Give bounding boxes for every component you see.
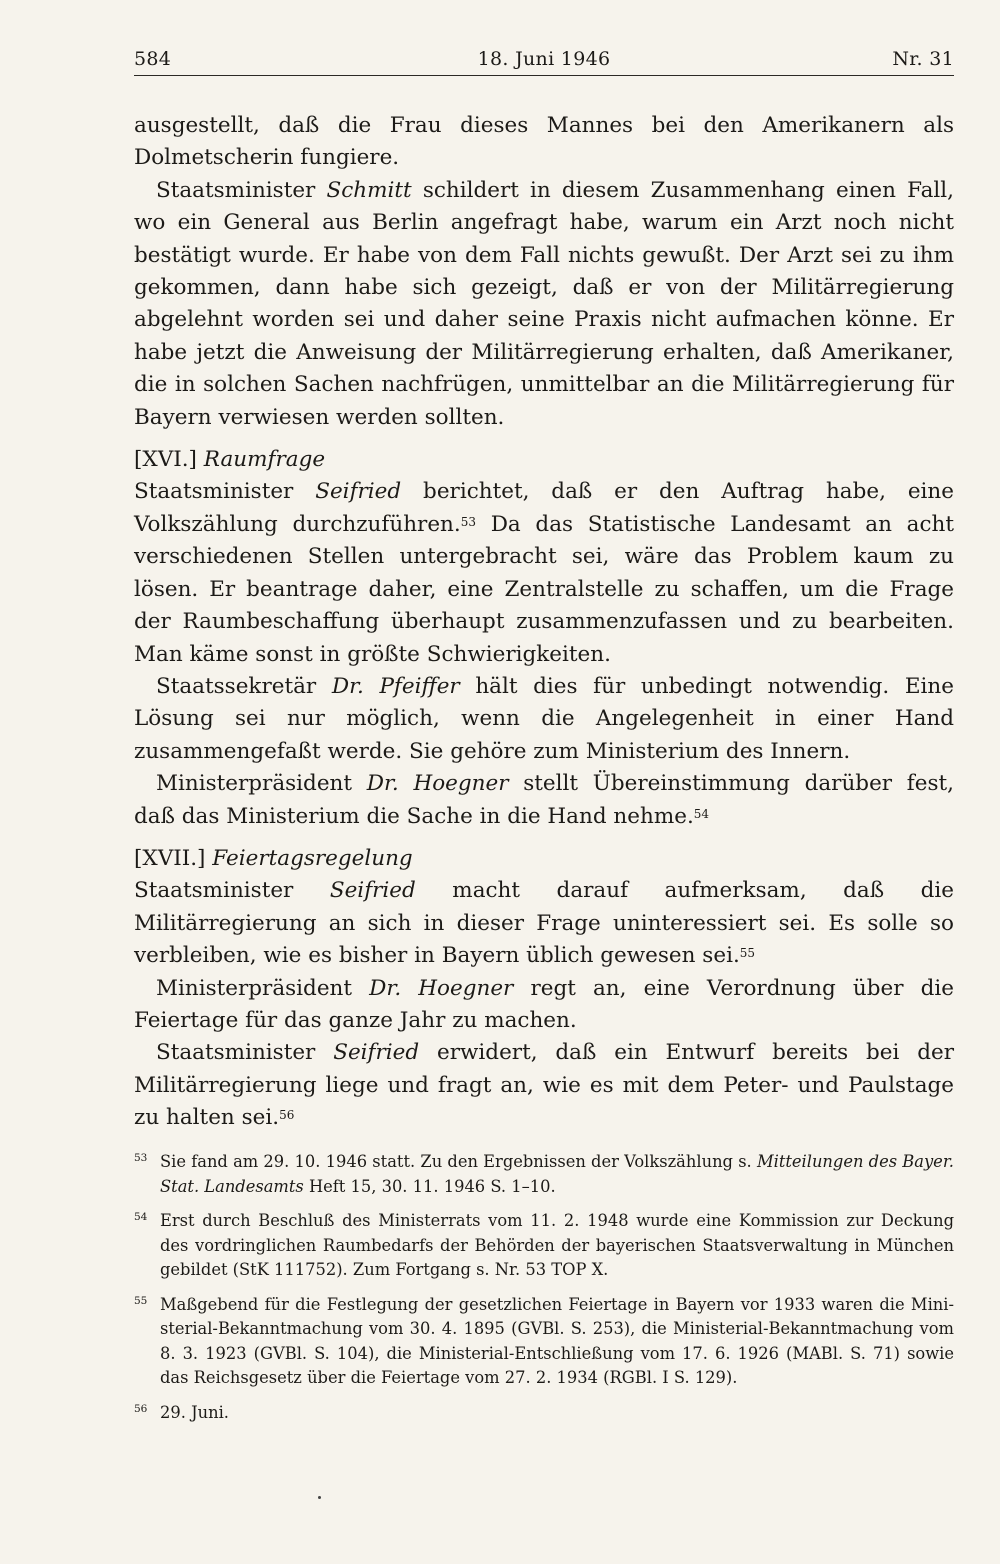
footnote-text: Sie fand am 29. 10. 1946 statt. Zu den Ergebnissen der Volkszählung s. Mitteilungen des Bayer. Stat. Landesamts Heft 15, 30. 11. 1946 S. 1–10. (160, 1152, 954, 1196)
paragraph: ausgestellt, daß die Frau dieses Mannes bei den Amerikanern als Dolmetscherin fungiere. (134, 113, 954, 171)
footnote (134, 1401, 954, 1426)
section-heading (134, 843, 954, 875)
page-number: 584 (134, 48, 172, 70)
footnote-ref: 54 (693, 806, 710, 821)
print-speck (318, 1496, 321, 1499)
paragraph: Ministerpräsident Dr. Hoegner regt an, eine Verordnung über die Feiertage für das ganze Jahr zu machen. (134, 975, 954, 1033)
speaker-name: Dr. Hoegner (366, 771, 509, 797)
speaker-name: Seifried (333, 1040, 420, 1066)
footnote-text: Maßgebend für die Festlegung der gesetzlichen Feiertage in Bayern vor 1933 waren die Ministerial-Bekanntmachung vom 30. 4. 1895 (GVBl. S. 253), die Ministerial-Bekanntmachung vom 8. 3. 1923 (GVBl. S. 104), die Ministerial-Entschließung vom 17. 6. 1926 (MABl. S. 71) sowie das Reichsgesetz über die Feiertage vom 27. 2. 1934 (RGBl. I S. 129). (160, 1294, 954, 1387)
footnote (134, 1150, 954, 1199)
footnotes (134, 1150, 954, 1435)
speaker-name: Dr. Hoegner (369, 975, 514, 1001)
paragraph: Ministerpräsident Dr. Hoegner stellt Übereinstimmung darüber fest, daß das Ministerium die Sache in die Hand nehme.$^{54}$ (134, 771, 954, 829)
footnote-number: 53 (134, 1152, 148, 1164)
paragraph: Staatsminister Seifried macht darauf aufmerksam, daß die Militärregierung an sich in dieser Frage uninteressiert sei. Es solle so verbleiben, wie es bisher in Bayern üblich gewesen sei.$^{55}$ (134, 878, 954, 969)
speaker-name: Dr. Pfeiffer (331, 673, 460, 699)
page-header-area (134, 40, 954, 76)
footnote-text: 29. Juni. (160, 1402, 229, 1422)
section-title: Feiertagsregelung (212, 845, 413, 871)
header-issue-number: Nr. 31 (892, 48, 954, 70)
speaker-name: Schmitt (326, 177, 412, 203)
running-header (134, 40, 954, 76)
speaker-name: Seifried (315, 479, 402, 505)
footnote-text: Erst durch Beschluß des Ministerrats vom 11. 2. 1948 wurde eine Kommission zur Deckung des vordringlichen Raumbedarfs der Behörden der bayerischen Staatsverwaltung in München gebildet (StK 111752). Zum Fortgang s. Nr. 53 TOP X. (160, 1211, 954, 1279)
footnote-number: 54 (134, 1211, 148, 1223)
footnote-ref: 53 (460, 514, 477, 529)
section-number: [XVI.] (134, 447, 197, 473)
main-text (134, 110, 954, 1135)
header-rule (134, 75, 954, 76)
speaker-name: Seifried (329, 878, 416, 904)
section-title: Raumfrage (203, 447, 326, 473)
footnote-ref: 55 (739, 946, 756, 961)
paragraph: Staatsminister Seifried berichtet, daß er den Auftrag habe, eine Volkszählung durchzuführen.$^{53}$ Da das Statistische Landesamt an acht verschiedenen Stellen untergebracht sei, wäre das Problem kaum zu lösen. Er beantrage daher, eine Zentralstelle zu schaffen, um die Frage der Raumbeschaffung überhaupt zusammenzufassen und zu bearbeiten. Man käme sonst in größte Schwierigkeiten. (134, 479, 954, 667)
footnote-number: 56 (134, 1402, 148, 1415)
section-heading (134, 444, 954, 476)
footnote-number: 55 (134, 1294, 148, 1307)
footnote (134, 1209, 954, 1283)
paragraph: Staatsminister Schmitt schildert in diesem Zusammenhang einen Fall, wo ein General aus Berlin angefragt habe, warum ein Arzt noch nicht bestätigt wurde. Er habe von dem Fall nichts gewußt. Der Arzt sei zu ihm gekommen, dann habe sich gezeigt, daß er von der Militärregierung abgelehnt worden sei und daher seine Praxis nicht aufmachen könne. Er habe jetzt die Anweisung der Militärregierung erhalten, daß Amerikaner, die in solchen Sachen nachfrügen, unmittelbar an die Militärregierung für Bayern verwiesen werden sollten. (134, 177, 954, 430)
header-date: 18. Juni 1946 (477, 48, 611, 70)
footnote-ref: 56 (279, 1108, 295, 1123)
paragraph: Staatsminister Seifried erwidert, daß ein Entwurf bereits bei der Militärregierung liege und fragt an, wie es mit dem Peter- und Paulstage zu halten sei.$^{56}$ (134, 1040, 954, 1131)
footnote (134, 1293, 954, 1391)
section-number: [XVII.] (134, 845, 206, 871)
paragraph: Staatssekretär Dr. Pfeiffer hält dies für unbedingt notwendig. Eine Lösung sei nur möglich, wenn die Angelegenheit in einer Hand zusammengefaßt werde. Sie gehöre zum Ministerium des Innern. (134, 673, 954, 764)
